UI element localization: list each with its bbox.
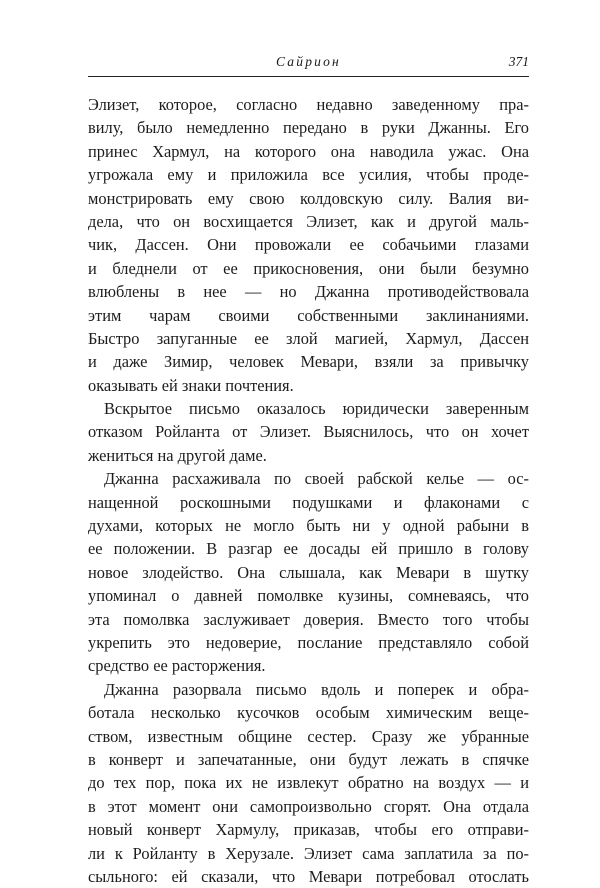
text-line: нащенной роскошными подушками и флаконами с <box>88 492 529 512</box>
page-number: 371 <box>508 54 529 69</box>
text-line: эта помолвка заслуживает доверия. Вместо того чтобы <box>88 609 529 629</box>
running-title: Сайрион <box>276 54 341 69</box>
text-line: и даже Зимир, человек Мевари, взяли за привычку <box>88 352 529 372</box>
text-line: в конверт и запечатанные, они будут лежать в спячке <box>88 749 529 769</box>
text-line: влюблены в нее — но Джанна противодействовала <box>88 282 529 302</box>
text-line: Быстро запуганные ее злой магией, Хармул, Дассен <box>88 328 529 348</box>
text-line: этим чарам своими собственными заклинаниями. <box>88 305 529 325</box>
body-text <box>88 93 529 888</box>
text-line: новый конверт Хармулу, приказав, чтобы его отправи- <box>88 820 529 840</box>
header-rule <box>88 76 529 77</box>
text-line: ее положении. В разгар ее досады ей пришло в голову <box>88 539 529 559</box>
text-line: жениться на другой даме. <box>88 445 267 465</box>
text-line: сыльного: ей сказали, что Мевари потребовал отослать <box>88 866 529 886</box>
text-line: до тех пор, пока их не извлекут обратно на воздух — и <box>88 773 529 793</box>
text-line: Джанна разорвала письмо вдоль и поперек и обра- <box>104 679 529 699</box>
text-line: ством, известным общине сестер. Сразу же убранные <box>88 726 529 746</box>
text-line: и бледнели от ее прикосновения, они были безумно <box>88 258 529 278</box>
text-line: отказом Ройланта от Элизет. Выяснилось, что он хочет <box>88 422 529 442</box>
text-line: укрепить это недоверие, послание представляло собой <box>88 632 529 652</box>
text-line: новое злодейство. Она слышала, как Мевари в шутку <box>88 562 529 582</box>
text-line: дела, что он восхищается Элизет, как и другой маль- <box>88 211 529 231</box>
text-line: средство ее расторжения. <box>88 656 266 676</box>
text-line: угрожала ему и приложила все усилия, чтобы проде- <box>88 165 529 185</box>
text-line: оказывать ей знаки почтения. <box>88 375 294 395</box>
running-header <box>88 54 529 74</box>
text-line: Вскрытое письмо оказалось юридически заверенным <box>104 399 529 419</box>
text-line: вилу, было немедленно передано в руки Джанны. Его <box>88 118 529 138</box>
text-line: Элизет, которое, согласно недавно заведенному пра- <box>88 95 529 114</box>
text-line: Джанна расхаживала по своей рабской келье — ос- <box>104 469 529 489</box>
text-line: в этот момент они самопроизвольно сгорят. Она отдала <box>88 796 529 816</box>
text-line: ли к Ройланту в Херузале. Элизет сама заплатила за по- <box>88 843 529 863</box>
text-line: упоминал о давней помолвке кузины, сомневаясь, что <box>88 586 529 606</box>
text-line: чик, Дассен. Они провожали ее собачьими глазами <box>88 235 529 255</box>
text-line: духами, которых не могло быть ни у одной рабыни в <box>88 516 529 536</box>
text-line: монстрировать ему свою колдовскую силу. Валия ви- <box>88 188 529 208</box>
text-line: принес Хармул, на которого она наводила ужас. Она <box>88 141 529 161</box>
text-line: ботала несколько кусочков особым химическим веще- <box>88 703 529 723</box>
